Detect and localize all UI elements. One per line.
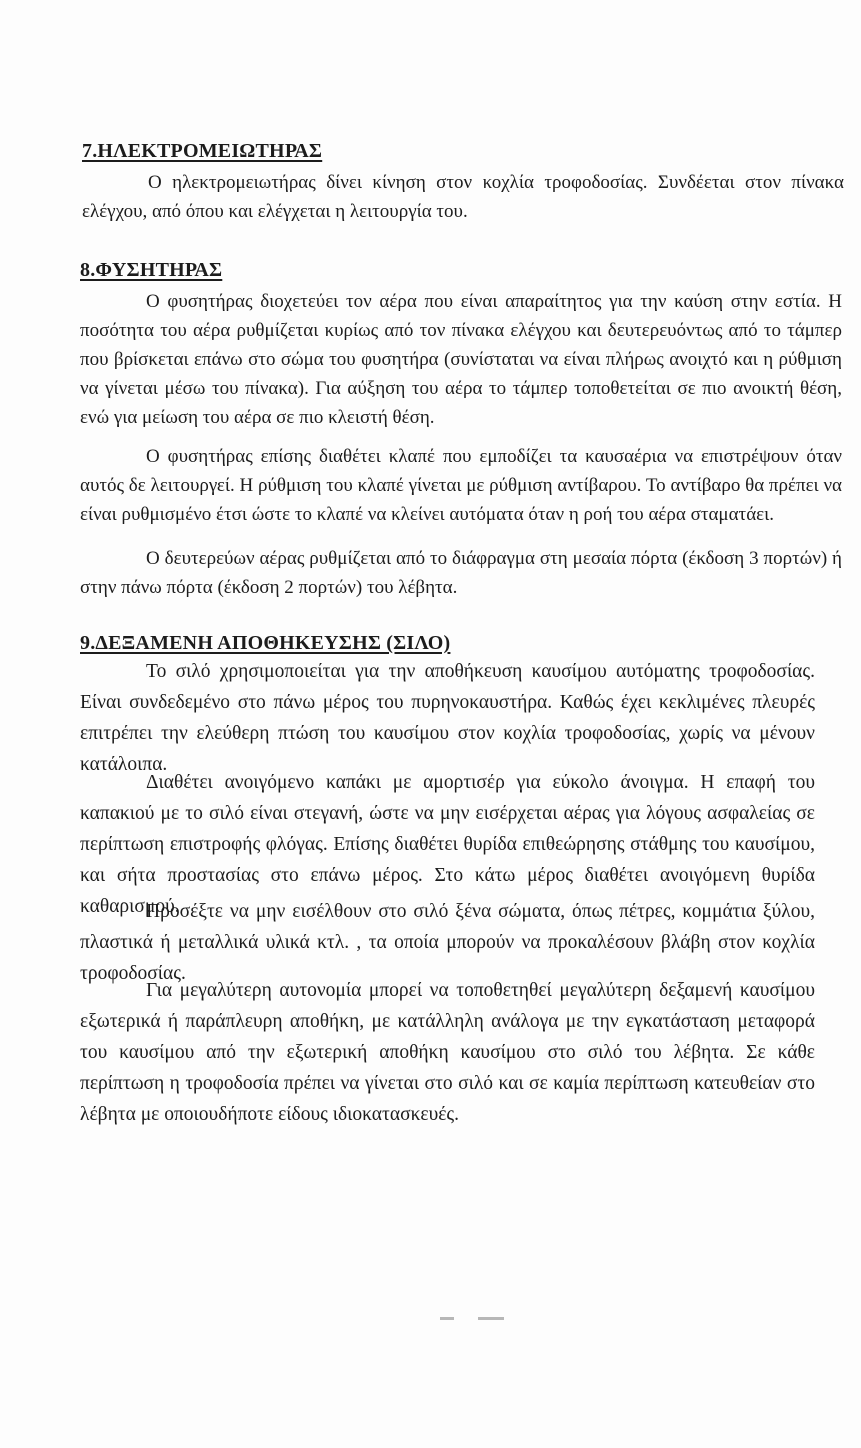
section-title-7: 7.ΗΛΕΚΤΡΟΜΕΙΩΤΗΡΑΣ [82, 140, 323, 162]
section-8-paragraph-1 [80, 287, 842, 432]
section-8-paragraph-2 [80, 442, 842, 529]
section-8-paragraph-3-text: Ο δευτερεύων αέρας ρυθμίζεται από το διάφραγμα στη μεσαία πόρτα (έκδοση 3 πορτών) ή στην πάνω πόρτα (έκδοση 2 πορτών) του λέβητα. [80, 548, 842, 598]
scan-speck [478, 1317, 504, 1320]
section-9-paragraph-4-text: Για μεγαλύτερη αυτονομία μπορεί να τοποθετηθεί μεγαλύτερη δεξαμενή καυσίμου εξωτερικά ή παράπλευρη αποθήκη, με κατάλληλη ανάλογα με την εγκατάσταση μεταφορά του καυσίμου από την εξωτερική αποθήκη καυσίμου στο σιλό του λέβητα. Σε κάθε περίπτωση η τροφοδοσία πρέπει να γίνεται στο σιλό και σε καμία περίπτωση κατευθείαν στο λέβητα με οποιουδήποτε είδους ιδιοκατασκευές. [80, 980, 815, 1125]
section-9-paragraph-1 [80, 656, 815, 780]
section-9-paragraph-3-text: Προσέξτε να μην εισέλθουν στο σιλό ξένα σώματα, όπως πέτρες, κομμάτια ξύλου, πλαστικά ή μεταλλικά υλικά κτλ. , τα οποία μπορούν να προκαλέσουν βλάβη στον κοχλία τροφοδοσίας. [80, 901, 815, 984]
section-9-paragraph-2-text: Διαθέτει ανοιγόμενο καπάκι με αμορτισέρ για εύκολο άνοιγμα. Η επαφή του καπακιού με το σιλό είναι στεγανή, ώστε να μην εισέρχεται αέρας για λόγους ασφαλείας σε περίπτωση επιστροφής φλόγας. Επίσης διαθέτει θυρίδα επιθεώρησης στάθμης του καυσίμου, και σήτα προστασίας στο επάνω μέρος. Στο κάτω μέρος διαθέτει ανοιγόμενη θυρίδα καθαρισμού. [80, 772, 815, 917]
section-9-paragraph-1-text: Το σιλό χρησιμοποιείται για την αποθήκευση καυσίμου αυτόματης τροφοδοσίας. Είναι συνδεδεμένο στο πάνω μέρος του πυρηνοκαυστήρα. Καθώς έχει κεκλιμένες πλευρές επιτρέπει την ελεύθερη πτώση του καυσίμου στον κοχλία τροφοδοσίας, χωρίς να μένουν κατάλοιπα. [80, 661, 815, 775]
section-8-paragraph-1-text: Ο φυσητήρας διοχετεύει τον αέρα που είναι απαραίτητος για την καύση στην εστία. Η ποσότητα του αέρα ρυθμίζεται κυρίως από τον πίνακα ελέγχου και δευτερευόντως από το τάμπερ που βρίσκεται επάνω στο σώμα του φυσητήρα (συνίσταται να είναι πλήρως ανοιχτό και η ρύθμιση να γίνεται μέσω του πίνακα). Για αύξηση του αέρα το τάμπερ τοποθετείται σε πιο ανοικτή θέση, ενώ για μείωση του αέρα σε πιο κλειστή θέση. [80, 291, 842, 428]
section-9-paragraph-4 [80, 975, 815, 1130]
section-8-paragraph-2-text: Ο φυσητήρας επίσης διαθέτει κλαπέ που εμποδίζει τα καυσαέρια να επιστρέψουν όταν αυτός δε λειτουργεί. Η ρύθμιση του κλαπέ γίνεται με ρύθμιση αντίβαρου. Το αντίβαρο θα πρέπει να είναι ρυθμισμένο έτσι ώστε το κλαπέ να κλείνει αυτόματα όταν η ροή του αέρα σταματάει. [80, 446, 842, 525]
section-title-8: 8.ΦΥΣΗΤΗΡΑΣ [80, 259, 223, 281]
section-8-paragraph-3 [80, 544, 842, 602]
scan-speck [440, 1317, 454, 1320]
section-7-paragraph-1-text: Ο ηλεκτρομειωτήρας δίνει κίνηση στον κοχλία τροφοδοσίας. Συνδέεται στον πίνακα ελέγχου, από όπου και ελέγχεται η λειτουργία του. [82, 172, 844, 222]
section-title-9: 9.ΔΕΞΑΜΕΝΗ ΑΠΟΘΗΚΕΥΣΗΣ (ΣΙΛΟ) [80, 632, 451, 654]
section-7-paragraph-1 [82, 168, 844, 226]
